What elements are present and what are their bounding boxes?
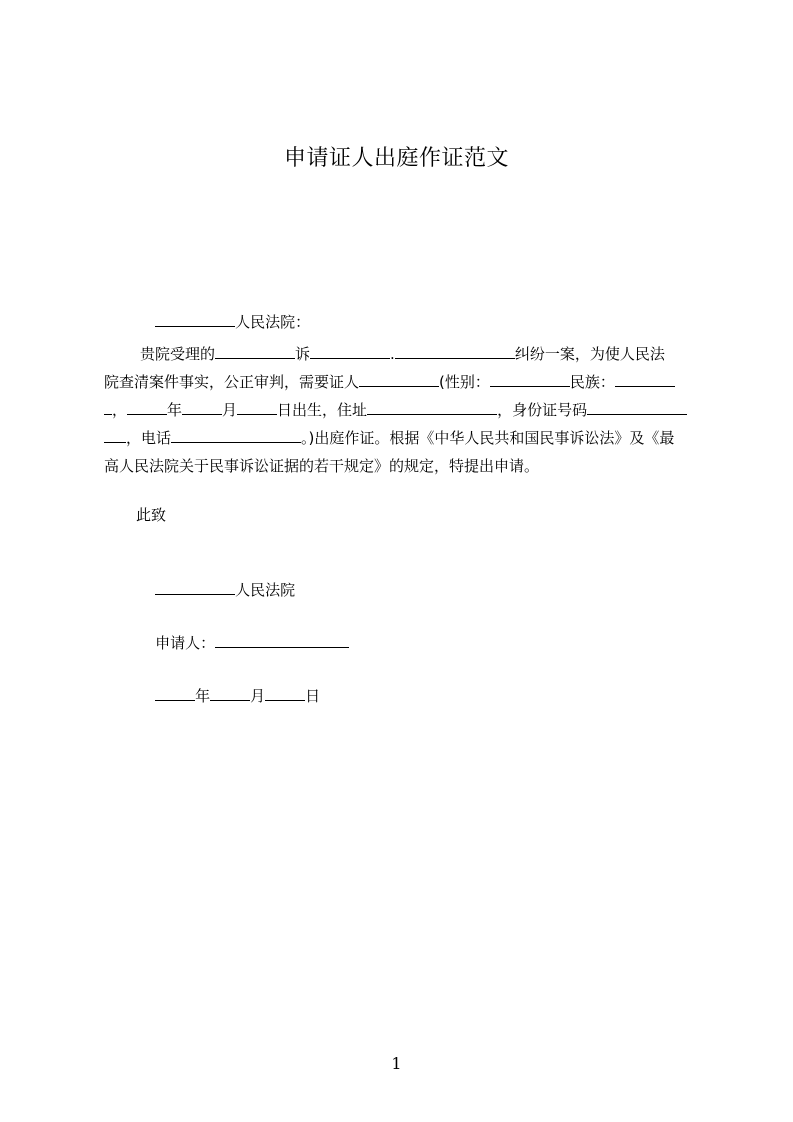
court-blank [155,579,235,595]
body-text: 纠纷一案，为使人民法 [514,345,665,363]
body-text: ，电话 [126,429,172,447]
closing-line: 此致 [136,506,167,524]
body-text: ，身份证号码 [497,401,588,419]
body-line [104,455,704,483]
body-text: 诉 [295,345,311,363]
fill-blank [237,399,277,415]
day-label: 日 [305,687,321,705]
body-line [104,399,704,427]
date-line [136,663,320,729]
body-text: 。)出庭作证。根据《中华人民共和国民事诉讼法》及《最 [301,429,675,447]
year-label: 年 [195,687,211,705]
body-text: 贵院受理的 [140,345,216,363]
fill-blank [587,399,687,415]
fill-blank [182,399,222,415]
fill-blank [367,399,497,415]
fill-blank [615,371,675,387]
document-title: 申请证人出庭作证范文 [283,146,509,171]
fill-blank [310,343,390,359]
body-text: 日出生，住址 [277,401,368,419]
body-text: (性别： [439,373,490,391]
fill-blank [395,343,515,359]
month-blank [210,685,250,701]
body-text: 院查清案件事实，公正审判，需要证人 [104,373,360,391]
body-text: 年 [167,401,183,419]
body-text: . [390,345,395,363]
fill-blank [171,427,301,443]
year-blank [155,685,195,701]
body-text: ， [112,401,128,419]
body-line [104,427,704,455]
body-line [104,371,704,399]
fill-blank [490,371,570,387]
day-blank [265,685,305,701]
applicant-label: 申请人： [155,634,216,652]
page-number: 1 [391,1054,402,1073]
fill-blank [127,399,167,415]
request-body [104,343,704,483]
court-name-blank [155,311,235,327]
fill-blank [215,343,295,359]
applicant-blank [215,632,349,648]
court-label: 人民法院 [235,581,296,599]
fill-blank [104,427,126,443]
body-text: 民族： [569,373,615,391]
body-text: 高人民法院关于民事诉讼证据的若干规定》的规定，特提出申请。 [104,457,540,475]
addressee-label: 人民法院： [235,313,311,331]
fill-blank [359,371,439,387]
month-label: 月 [250,687,266,705]
body-text: 月 [222,401,238,419]
body-line [104,343,704,371]
fill-blank [104,399,112,415]
